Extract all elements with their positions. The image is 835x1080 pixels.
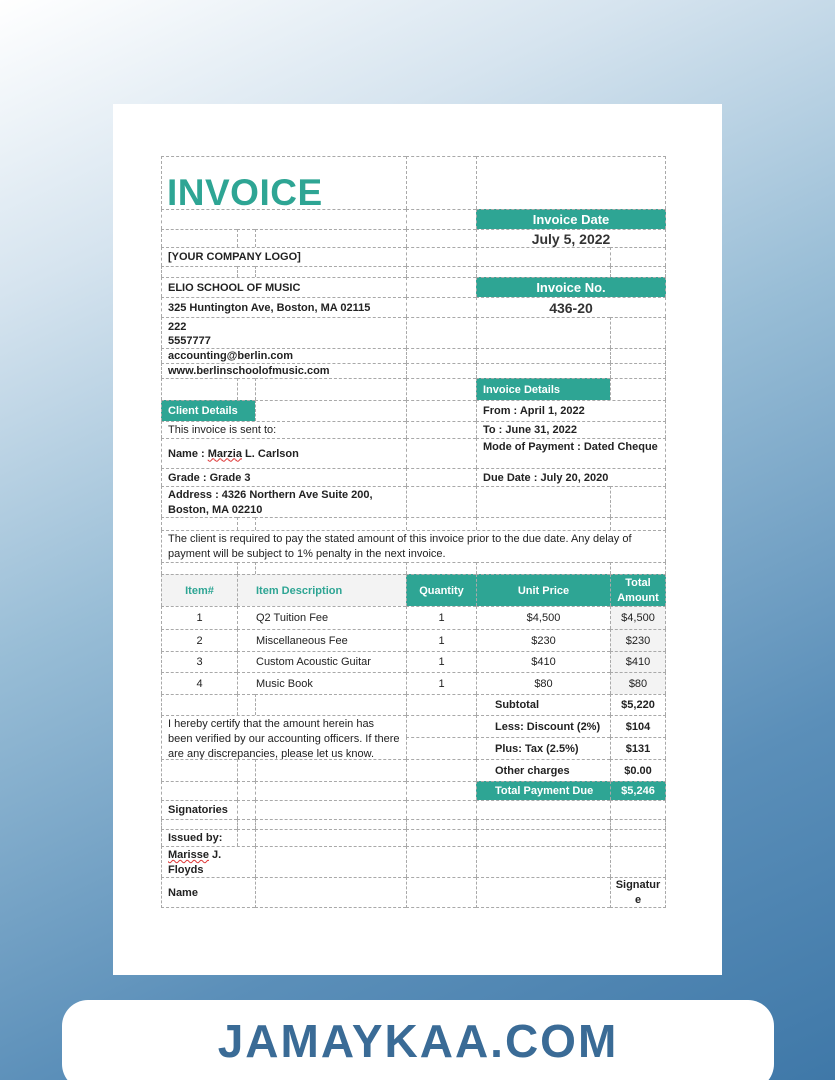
blank-cell bbox=[406, 468, 476, 486]
blank-cell bbox=[406, 562, 476, 574]
table-row-3-unit-price: $410 bbox=[476, 651, 610, 672]
blank-cell bbox=[406, 317, 476, 348]
blank-cell bbox=[161, 694, 237, 715]
total-due-value: $5,246 bbox=[610, 781, 666, 800]
blank-cell bbox=[476, 317, 610, 348]
table-row-2-quantity: 1 bbox=[406, 629, 476, 651]
table-row-1-unit-price: $4,500 bbox=[476, 606, 610, 629]
client-name-rest: L. Carlson bbox=[242, 447, 299, 460]
blank-cell bbox=[161, 819, 237, 829]
table-row-1-quantity: 1 bbox=[406, 606, 476, 629]
blank-cell bbox=[610, 486, 666, 517]
blank-cell bbox=[255, 781, 406, 800]
blank-cell bbox=[610, 348, 666, 363]
blank-cell bbox=[406, 156, 476, 209]
name-field bbox=[255, 877, 406, 908]
blank-cell bbox=[406, 378, 476, 400]
blank-cell bbox=[237, 229, 255, 247]
table-row-4-unit-price: $80 bbox=[476, 672, 610, 694]
client-name-label: Name : bbox=[168, 447, 208, 460]
company-website[interactable]: www.berlinschoolofmusic.com bbox=[161, 363, 406, 378]
blank-cell bbox=[255, 517, 406, 530]
table-row-2-description: Miscellaneous Fee bbox=[237, 629, 406, 651]
discount-label: Less: Discount (2%) bbox=[476, 715, 610, 737]
blank-cell bbox=[406, 517, 476, 530]
blank-cell bbox=[255, 266, 406, 277]
col-header-quantity: Quantity bbox=[406, 574, 476, 606]
blank-cell bbox=[610, 317, 666, 348]
blank-cell bbox=[406, 266, 476, 277]
blank-cell bbox=[406, 209, 476, 229]
blank-cell bbox=[406, 277, 476, 297]
company-email[interactable]: accounting@berlin.com bbox=[161, 348, 406, 363]
blank-cell bbox=[610, 829, 666, 846]
other-charges-label: Other charges bbox=[476, 759, 610, 781]
invoice-date-value: July 5, 2022 bbox=[476, 229, 666, 247]
company-address: 325 Huntington Ave, Boston, MA 02115 bbox=[161, 297, 406, 317]
client-intro: This invoice is sent to: bbox=[161, 421, 406, 438]
blank-cell bbox=[161, 266, 237, 277]
blank-cell bbox=[255, 819, 406, 829]
signature-label: Signature bbox=[610, 877, 666, 908]
total-due-label: Total Payment Due bbox=[476, 781, 610, 800]
signatories-header: Signatories bbox=[161, 800, 237, 819]
signature-field bbox=[476, 877, 610, 908]
company-name: ELIO SCHOOL OF MUSIC bbox=[161, 277, 406, 297]
details-from: From : April 1, 2022 bbox=[476, 400, 666, 421]
certification-text: I hereby certify that the amount herein has been verified by our accounting officers. If there are any discrepancies, please let us know. bbox=[161, 715, 406, 759]
col-header-total-amount: Total Amount bbox=[610, 574, 666, 606]
blank-cell bbox=[161, 759, 237, 781]
table-row-1-description: Q2 Tuition Fee bbox=[237, 606, 406, 629]
invoice-title: INVOICE bbox=[167, 172, 323, 213]
table-row-3-number: 3 bbox=[161, 651, 237, 672]
blank-cell bbox=[406, 819, 476, 829]
blank-cell bbox=[406, 715, 476, 737]
payment-notice: The client is required to pay the stated amount of this invoice prior to the due date. Any delay of payment will be subject to 1% penalty in the next invoice. bbox=[161, 530, 666, 562]
table-row-4-total: $80 bbox=[610, 672, 666, 694]
details-due-date: Due Date : July 20, 2020 bbox=[476, 468, 666, 486]
table-row-1-number: 1 bbox=[161, 606, 237, 629]
table-row-4-number: 4 bbox=[161, 672, 237, 694]
blank-cell bbox=[406, 247, 476, 266]
blank-cell bbox=[161, 517, 237, 530]
blank-cell bbox=[237, 781, 255, 800]
blank-cell bbox=[610, 562, 666, 574]
blank-cell bbox=[610, 363, 666, 378]
blank-cell bbox=[161, 209, 406, 229]
blank-cell bbox=[237, 378, 255, 400]
blank-cell bbox=[406, 486, 476, 517]
company-logo-placeholder: [YOUR COMPANY LOGO] bbox=[161, 247, 406, 266]
issuer-name-first: Marisse bbox=[168, 849, 209, 861]
blank-cell bbox=[476, 846, 610, 877]
blank-cell bbox=[406, 348, 476, 363]
issued-by-label: Issued by: bbox=[161, 829, 237, 846]
details-payment-mode: Mode of Payment : Dated Cheque bbox=[476, 438, 666, 468]
blank-cell bbox=[476, 363, 610, 378]
client-address: Address : 4326 Northern Ave Suite 200, Boston, MA 02210 bbox=[161, 486, 406, 517]
table-row-4-quantity: 1 bbox=[406, 672, 476, 694]
blank-cell bbox=[610, 846, 666, 877]
col-header-unit-price: Unit Price bbox=[476, 574, 610, 606]
blank-cell bbox=[406, 800, 476, 819]
invoice-details-header: Invoice Details bbox=[476, 378, 610, 400]
blank-cell bbox=[406, 737, 476, 759]
issuer-name bbox=[161, 846, 255, 877]
col-header-description: Item Description bbox=[237, 574, 406, 606]
blank-cell bbox=[406, 229, 476, 247]
company-phone-line2: 5557777 bbox=[168, 335, 211, 347]
blank-cell bbox=[237, 694, 255, 715]
blank-cell bbox=[476, 562, 610, 574]
blank-cell bbox=[610, 517, 666, 530]
blank-cell bbox=[476, 829, 610, 846]
col-header-item-number: Item# bbox=[161, 574, 237, 606]
company-phone-line1: 222 bbox=[168, 321, 187, 333]
client-grade: Grade : Grade 3 bbox=[161, 468, 406, 486]
tax-value: $131 bbox=[610, 737, 666, 759]
invoice-date-label: Invoice Date bbox=[476, 209, 666, 229]
blank-cell bbox=[406, 877, 476, 908]
blank-cell bbox=[161, 229, 237, 247]
blank-cell bbox=[406, 759, 476, 781]
blank-cell bbox=[476, 800, 610, 819]
blank-cell bbox=[161, 781, 237, 800]
blank-cell bbox=[476, 348, 610, 363]
blank-cell bbox=[406, 438, 476, 468]
blank-cell bbox=[406, 421, 476, 438]
blank-cell bbox=[255, 759, 406, 781]
blank-cell bbox=[476, 156, 666, 209]
company-phone bbox=[161, 317, 406, 348]
table-row-3-total: $410 bbox=[610, 651, 666, 672]
name-label: Name bbox=[161, 877, 255, 908]
invoice-number-value: 436-20 bbox=[476, 297, 666, 317]
blank-cell bbox=[476, 247, 610, 266]
site-brand[interactable]: JAMAYKAA.COM bbox=[217, 1015, 619, 1067]
subtotal-value: $5,220 bbox=[610, 694, 666, 715]
blank-cell bbox=[476, 486, 610, 517]
table-row-2-total: $230 bbox=[610, 629, 666, 651]
blank-cell bbox=[406, 846, 476, 877]
invoice-number-label: Invoice No. bbox=[476, 277, 666, 297]
blank-cell bbox=[610, 819, 666, 829]
blank-cell bbox=[237, 517, 255, 530]
blank-cell bbox=[255, 229, 406, 247]
discount-value: $104 bbox=[610, 715, 666, 737]
table-row-4-description: Music Book bbox=[237, 672, 406, 694]
blank-cell bbox=[237, 800, 255, 819]
table-row-3-description: Custom Acoustic Guitar bbox=[237, 651, 406, 672]
blank-cell bbox=[610, 800, 666, 819]
blank-cell bbox=[255, 400, 406, 421]
blank-cell bbox=[255, 694, 406, 715]
blank-cell bbox=[406, 829, 476, 846]
blank-cell bbox=[476, 819, 610, 829]
blank-cell bbox=[237, 266, 255, 277]
footer-banner bbox=[62, 1000, 774, 1080]
blank-cell bbox=[406, 297, 476, 317]
blank-cell bbox=[161, 562, 237, 574]
blank-cell bbox=[610, 378, 666, 400]
table-row-3-quantity: 1 bbox=[406, 651, 476, 672]
subtotal-label: Subtotal bbox=[476, 694, 610, 715]
blank-cell bbox=[406, 694, 476, 715]
blank-cell bbox=[237, 759, 255, 781]
blank-cell bbox=[255, 846, 406, 877]
blank-cell bbox=[161, 378, 237, 400]
blank-cell bbox=[610, 247, 666, 266]
table-row-2-number: 2 bbox=[161, 629, 237, 651]
blank-cell bbox=[406, 400, 476, 421]
issuer-name-rest: J. Floyds bbox=[168, 849, 225, 876]
client-name bbox=[161, 438, 406, 468]
blank-cell bbox=[237, 829, 255, 846]
blank-cell bbox=[237, 562, 255, 574]
table-row-1-total: $4,500 bbox=[610, 606, 666, 629]
client-name-first: Marzia bbox=[207, 447, 242, 460]
blank-cell bbox=[610, 266, 666, 277]
blank-cell bbox=[255, 562, 406, 574]
blank-cell bbox=[255, 800, 406, 819]
blank-cell bbox=[237, 819, 255, 829]
other-charges-value: $0.00 bbox=[610, 759, 666, 781]
blank-cell bbox=[476, 517, 610, 530]
tax-label: Plus: Tax (2.5%) bbox=[476, 737, 610, 759]
table-row-2-unit-price: $230 bbox=[476, 629, 610, 651]
blank-cell bbox=[406, 363, 476, 378]
blank-cell bbox=[255, 378, 406, 400]
blank-cell bbox=[476, 266, 610, 277]
details-to: To : June 31, 2022 bbox=[476, 421, 666, 438]
client-details-header: Client Details bbox=[161, 400, 255, 421]
blank-cell bbox=[406, 781, 476, 800]
blank-cell bbox=[255, 829, 406, 846]
